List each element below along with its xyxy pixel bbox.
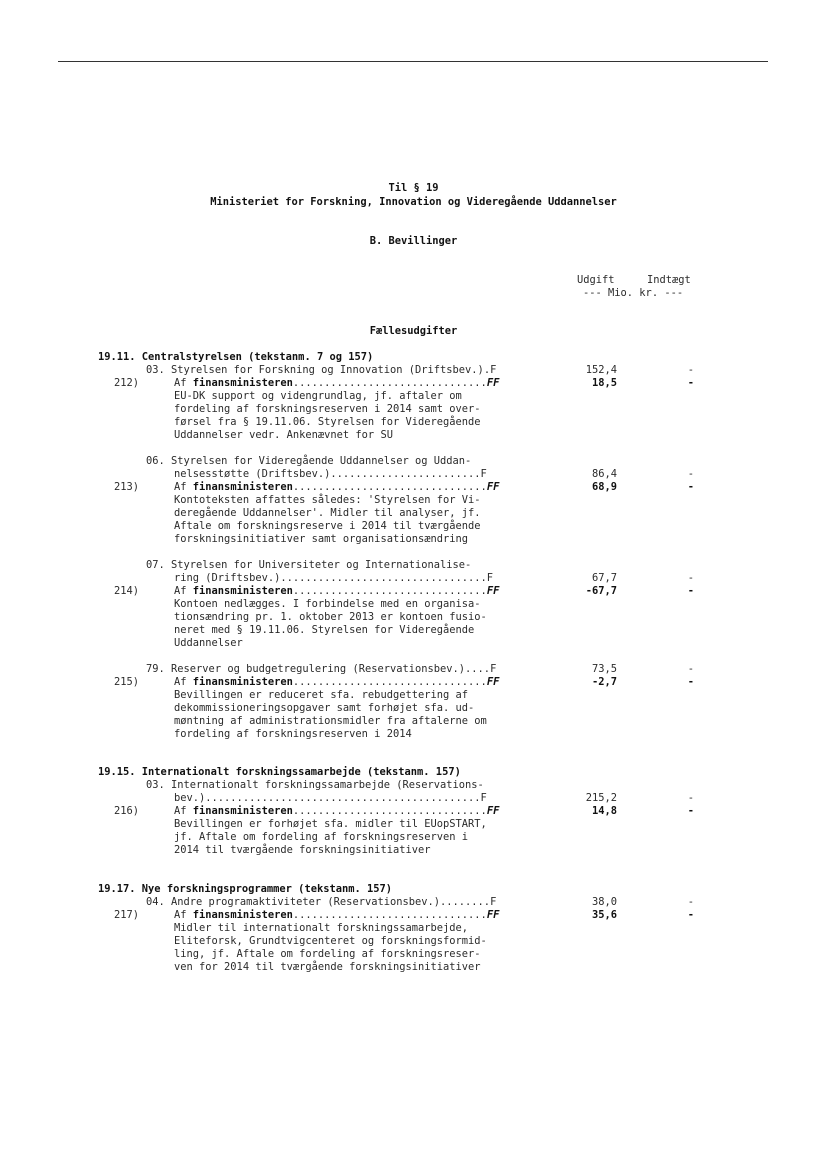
note-line: neret med § 19.11.06. Styrelsen for Videregående <box>174 624 475 636</box>
ref-number: 212) <box>114 377 140 389</box>
note-line: tionsændring pr. 1. oktober 2013 er kontoen fusio- <box>174 611 487 623</box>
indtaegt-value: - <box>687 792 694 804</box>
udgift-value: 73,5 <box>591 663 617 675</box>
indtaegt-value: - <box>687 572 694 584</box>
account-line: ring (Driftsbev.).................................F <box>174 572 494 584</box>
change-indtaegt: - <box>687 585 694 597</box>
note-line: 2014 til tværgående forskningsinitiativer <box>174 844 431 856</box>
note-line: fordeling af forskningsreserven i 2014 <box>174 728 412 740</box>
change-value: -67,7 <box>585 585 617 597</box>
note-line: Uddannelser <box>174 637 243 649</box>
note-line: Kontoteksten affattes således: 'Styrelsen for Vi- <box>174 494 481 506</box>
heading-ministry: Ministeriet for Forskning, Innovation og Videregående Uddannelser <box>210 196 617 208</box>
note-line: Midler til internationalt forskningssamarbejde, <box>174 922 469 934</box>
group-heading: Fællesudgifter <box>369 325 458 337</box>
heading-section: B. Bevillinger <box>369 235 458 247</box>
note-line: ven for 2014 til tværgående forskningsinitiativer <box>174 961 481 973</box>
change-line: Af finansministeren...............................FF <box>174 676 500 688</box>
change-indtaegt: - <box>687 909 694 921</box>
note-line: fordeling af forskningsreserven i 2014 samt over- <box>174 403 481 415</box>
account-line: 79. Reserver og budgetregulering (Reservationsbev.)....F <box>146 663 497 675</box>
change-value: 35,6 <box>591 909 617 921</box>
top-rule <box>58 61 768 62</box>
ref-number: 214) <box>114 585 140 597</box>
change-line: Af finansministeren...............................FF <box>174 909 500 921</box>
note-line: Aftale om forskningsreserve i 2014 til tværgående <box>174 520 481 532</box>
note-line: møntning af administrationsmidler fra aftalerne om <box>174 715 487 727</box>
ref-number: 217) <box>114 909 140 921</box>
account-line: 03. Styrelsen for Forskning og Innovation (Driftsbev.).F <box>146 364 497 376</box>
account-line: 04. Andre programaktiviteter (Reservationsbev.)........F <box>146 896 497 908</box>
ref-number: 215) <box>114 676 140 688</box>
udgift-value: 67,7 <box>591 572 617 584</box>
account-line: bev.)............................................F <box>174 792 487 804</box>
indtaegt-value: - <box>687 468 694 480</box>
note-line: forskningsinitiativer samt organisationsændring <box>174 533 469 545</box>
section-title-1911: 19.11. Centralstyrelsen (tekstanm. 7 og 157) <box>98 351 374 363</box>
change-value: 14,8 <box>591 805 617 817</box>
note-line: ling, jf. Aftale om fordeling af forskningsreser- <box>174 948 481 960</box>
indtaegt-value: - <box>687 364 694 376</box>
udgift-value: 38,0 <box>591 896 617 908</box>
udgift-value: 86,4 <box>591 468 617 480</box>
note-line: Kontoen nedlægges. I forbindelse med en organisa- <box>174 598 481 610</box>
section-title-1915: 19.15. Internationalt forskningssamarbejde (tekstanm. 157) <box>98 766 461 778</box>
change-indtaegt: - <box>687 377 694 389</box>
note-line: dekommissioneringsopgaver samt forhøjet sfa. ud- <box>174 702 475 714</box>
ref-number: 216) <box>114 805 140 817</box>
indtaegt-value: - <box>687 896 694 908</box>
note-line: Bevillingen er forhøjet sfa. midler til EUopSTART, <box>174 818 487 830</box>
ref-number: 213) <box>114 481 140 493</box>
note-line: Bevillingen er reduceret sfa. rebudgettering af <box>174 689 469 701</box>
note-line: Uddannelser vedr. Ankenævnet for SU <box>174 429 393 441</box>
section-title-1917: 19.17. Nye forskningsprogrammer (tekstanm. 157) <box>98 883 393 895</box>
col-indtaegt: Indtægt <box>647 274 691 286</box>
change-indtaegt: - <box>687 805 694 817</box>
note-line: jf. Aftale om fordeling af forskningsreserven i <box>174 831 469 843</box>
col-unit: --- Mio. kr. --- <box>583 287 684 299</box>
change-value: 68,9 <box>591 481 617 493</box>
change-indtaegt: - <box>687 481 694 493</box>
account-line: 07. Styrelsen for Universiteter og Internationalise- <box>146 559 472 571</box>
note-line: Eliteforsk, Grundtvigcenteret og forskningsformid- <box>174 935 487 947</box>
change-value: -2,7 <box>591 676 617 688</box>
change-line: Af finansministeren...............................FF <box>174 805 500 817</box>
note-line: deregående Uddannelser'. Midler til analyser, jf. <box>174 507 481 519</box>
udgift-value: 215,2 <box>585 792 617 804</box>
change-line: Af finansministeren...............................FF <box>174 585 500 597</box>
account-line: 06. Styrelsen for Videregående Uddannelser og Uddan- <box>146 455 472 467</box>
note-line: EU-DK support og videngrundlag, jf. aftaler om <box>174 390 462 402</box>
account-line: nelsesstøtte (Driftsbev.)........................F <box>174 468 487 480</box>
change-line: Af finansministeren...............................FF <box>174 377 500 389</box>
change-line: Af finansministeren...............................FF <box>174 481 500 493</box>
indtaegt-value: - <box>687 663 694 675</box>
change-value: 18,5 <box>591 377 617 389</box>
col-udgift: Udgift <box>577 274 615 286</box>
heading-til: Til § 19 <box>388 182 439 194</box>
account-line: 03. Internationalt forskningssamarbejde (Reservations- <box>146 779 484 791</box>
note-line: førsel fra § 19.11.06. Styrelsen for Videregående <box>174 416 481 428</box>
change-indtaegt: - <box>687 676 694 688</box>
udgift-value: 152,4 <box>585 364 617 376</box>
